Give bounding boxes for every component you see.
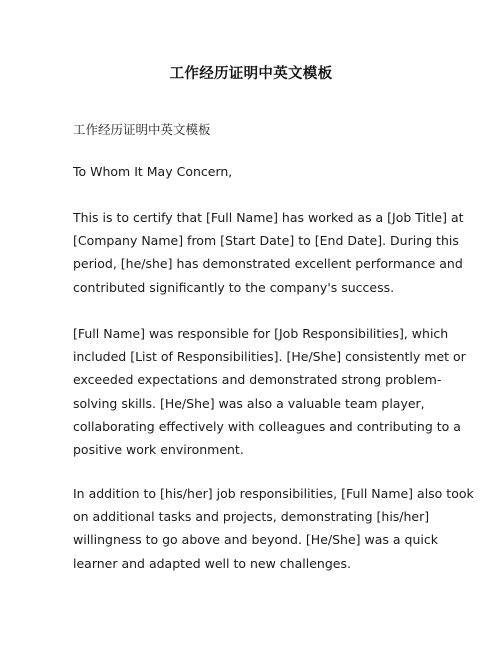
paragraph-additional-tasks [73, 482, 474, 575]
paragraph-responsibilities [73, 322, 466, 461]
paragraph-line: on additional tasks and projects, demonstrating [his/her] [73, 509, 430, 525]
paragraph-line: [Full Name] was responsible for [Job Responsibilities], which [73, 326, 449, 341]
paragraph-line: learner and adapted well to new challenges. [73, 555, 351, 571]
paragraph-line: positive work environment. [73, 442, 244, 458]
paragraph-line: collaborating effectively with colleagues and contributing to a [73, 418, 461, 434]
paragraph-line: included [List of Responsibilities]. [He/She] consistently met or [73, 349, 466, 365]
document-title: 工作经历证明中英文模板 [169, 66, 333, 82]
paragraph-line: [Company Name] from [Start Date] to [End Date]. During this [73, 233, 459, 249]
paragraph-line: period, [he/she] has demonstrated excellent performance and [73, 256, 463, 272]
paragraph-line: exceeded expectations and demonstrated strong problem- [73, 372, 442, 388]
document-subtitle: 工作经历证明中英文模板 [73, 122, 211, 137]
salutation: To Whom It May Concern, [73, 164, 233, 179]
paragraph-certification [73, 206, 464, 299]
paragraph-line: solving skills. [He/She] was also a valuable team player, [73, 395, 425, 411]
paragraph-line: contributed significantly to the company's success. [73, 279, 395, 295]
paragraph-line: This is to certify that [Full Name] has worked as a [Job Title] at [73, 210, 464, 225]
paragraph-line: willingness to go above and beyond. [He/She] was a quick [73, 532, 438, 548]
paragraph-line: In addition to [his/her] job responsibilities, [Full Name] also took [73, 486, 474, 501]
